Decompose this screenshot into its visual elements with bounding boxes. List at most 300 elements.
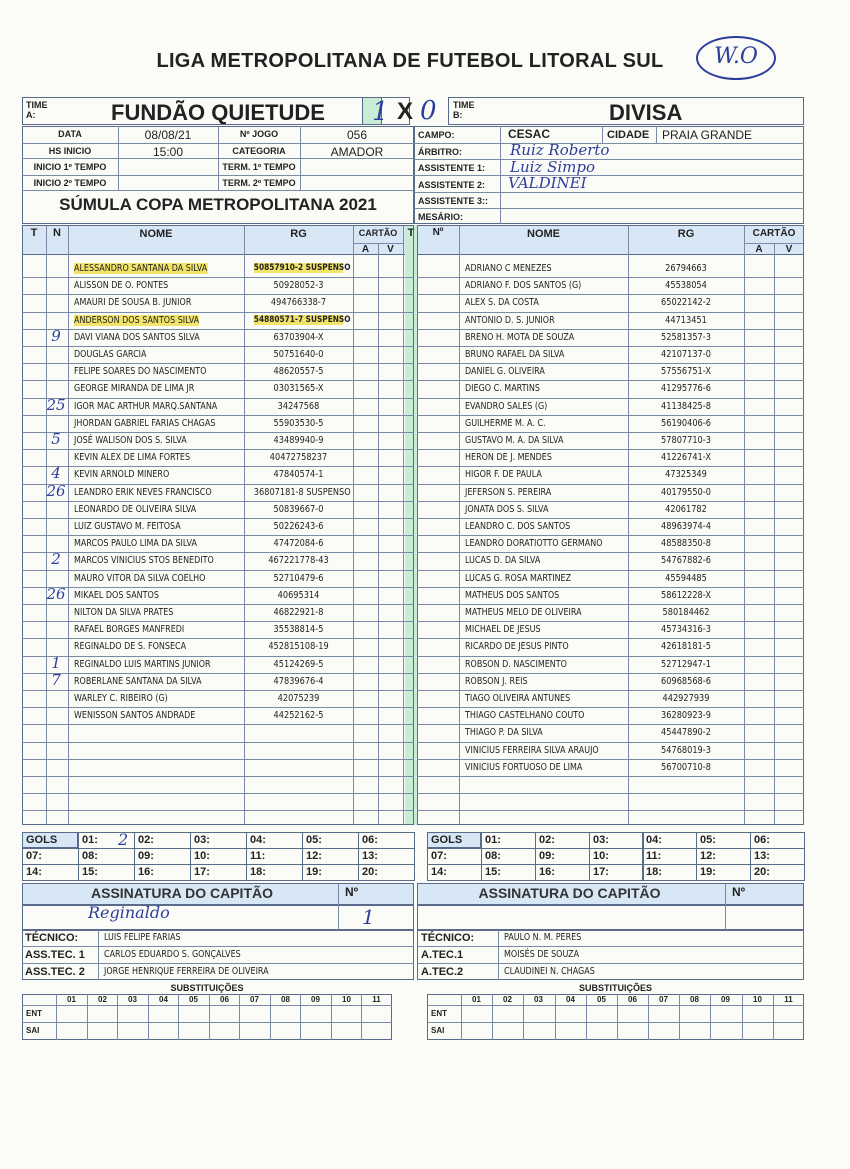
- player-name: ALEX S. DA COSTA: [465, 297, 539, 308]
- sub-number: 06: [628, 995, 637, 1004]
- row-line: [417, 810, 804, 811]
- ass1-b-label: A.TEC.1: [421, 949, 464, 961]
- table-row: [417, 553, 804, 570]
- table-row: [417, 691, 804, 708]
- sai-label: SAI: [431, 1026, 445, 1035]
- player-name: ROBSON J. REIS: [465, 676, 528, 687]
- goal-slot: 15:: [78, 864, 135, 881]
- player-rg: 45594485: [665, 573, 707, 584]
- goal-slot: 20:: [358, 864, 415, 881]
- goal-a-01-value: 2: [118, 830, 129, 849]
- player-rg: 63703904-X: [273, 332, 324, 343]
- sub-number: 05: [189, 995, 198, 1004]
- table-row: [417, 622, 804, 639]
- player-rg: 50839667-0: [273, 504, 324, 515]
- goal-slot: 06:: [750, 832, 805, 849]
- team-a-label: TIME A:: [26, 100, 48, 120]
- player-rg: 42107137-0: [661, 349, 711, 360]
- goal-slot: 05:: [302, 832, 359, 849]
- col-v-a: V: [387, 244, 394, 255]
- goal-slot: 12:: [696, 848, 751, 865]
- player-rg: 48620557-5: [273, 366, 324, 377]
- captain-a-n-label: Nº: [345, 885, 359, 899]
- campo-label: CAMPO:: [418, 130, 455, 140]
- player-rg: 45538054: [665, 280, 707, 291]
- table-row: [22, 482, 414, 502]
- subs-title: SUBSTITUIÇÕES: [578, 983, 652, 993]
- player-name: ROBSON D. NASCIMENTO: [465, 659, 567, 670]
- player-name: LEANDRO DORATIOTTO GERMANO: [465, 538, 603, 549]
- player-name: GEORGE MIRANDA DE LIMA JR: [74, 383, 195, 394]
- sub-number: 10: [753, 995, 762, 1004]
- goal-slot: 02:: [134, 832, 191, 849]
- player-name: TIAGO OLIVEIRA ANTUNES: [465, 693, 571, 704]
- player-rg: 57807710-3: [661, 435, 711, 446]
- player-name: DIEGO C. MARTINS: [465, 383, 540, 394]
- sub-col-line: [461, 994, 462, 1040]
- sub-row-line: [22, 1022, 392, 1023]
- goal-slot: 01:: [481, 832, 536, 849]
- table-row: [22, 295, 414, 312]
- col-cartao-b: CARTÃO: [752, 228, 796, 239]
- col-nome-b: NOME: [527, 228, 560, 240]
- sub-col-line: [209, 994, 210, 1040]
- table-row: [22, 347, 414, 364]
- player-number: 7: [51, 671, 61, 689]
- table-row: [22, 708, 414, 725]
- player-rg: 494766338-7: [270, 297, 327, 308]
- sub-col-line: [239, 994, 240, 1040]
- player-rg: 52712947-1: [661, 659, 711, 670]
- player-rg: 03031565-X: [273, 383, 324, 394]
- row-line: [22, 810, 414, 811]
- player-number: 25: [46, 396, 66, 414]
- sub-col-line: [361, 994, 362, 1040]
- player-number: 9: [51, 327, 61, 345]
- player-name: HIGOR F. DE PAULA: [465, 469, 542, 480]
- player-rg: 54880571-7 SUSPENSO: [253, 315, 351, 325]
- subs-title: SUBSTITUIÇÕES: [170, 983, 244, 993]
- player-rg: 56190406-6: [661, 418, 711, 429]
- player-name: RICARDO DE JESUS PINTO: [465, 641, 569, 652]
- assist1-label: ASSISTENTE 1:: [418, 163, 486, 173]
- player-rg: 41226741-X: [661, 452, 711, 463]
- goal-slot: 11:: [246, 848, 303, 865]
- player-rg: 50751640-0: [273, 349, 324, 360]
- ass1-a-label: ASS.TEC. 1: [25, 949, 85, 961]
- jogo-label: Nº JOGO: [239, 129, 279, 139]
- goal-slot: 02:: [535, 832, 590, 849]
- table-row: [22, 313, 414, 330]
- goal-slot: 13:: [358, 848, 415, 865]
- sub-col-line: [56, 994, 57, 1040]
- table-row: [417, 519, 804, 536]
- table-row: [22, 605, 414, 622]
- goal-slot: 04:: [246, 832, 303, 849]
- league-title: LIGA METROPOLITANA DE FUTEBOL LITORAL SUL: [156, 50, 664, 72]
- player-number: 1: [51, 654, 61, 672]
- player-name: JHORDAN GABRIEL FARIAS CHAGAS: [74, 418, 216, 429]
- goal-slot: 09:: [535, 848, 590, 865]
- player-rg: 42618181-5: [661, 641, 711, 652]
- sub-number: 02: [98, 995, 107, 1004]
- table-row: [417, 743, 804, 760]
- player-rg: 42061782: [665, 504, 707, 515]
- categoria-label: CATEGORIA: [232, 146, 286, 156]
- goal-slot: 08:: [481, 848, 536, 865]
- table-row: [417, 450, 804, 467]
- player-name: IGOR MAC ARTHUR MARQ.SANTANA: [74, 401, 218, 412]
- sub-number: 07: [250, 995, 259, 1004]
- table-row: [417, 433, 804, 450]
- table-row: [417, 571, 804, 588]
- player-name: DOUGLAS GARCIA: [74, 349, 147, 360]
- row-line: [22, 793, 414, 794]
- sub-col-line: [679, 994, 680, 1040]
- term2-label: TERM. 2º TEMPO: [222, 178, 296, 188]
- table-row: [22, 519, 414, 536]
- goal-slot: 17:: [190, 864, 247, 881]
- table-row: [22, 622, 414, 639]
- table-row: [417, 399, 804, 416]
- mesario-label: MESÁRIO:: [418, 212, 463, 222]
- player-rg: 452815108-19: [268, 641, 329, 652]
- goal-slot: 05:: [696, 832, 751, 849]
- table-row: [22, 536, 414, 553]
- goal-slot: 19:: [302, 864, 359, 881]
- inicio1-label: INICIO 1º TEMPO: [33, 162, 107, 172]
- tecnico-b-label: TÉCNICO:: [421, 932, 475, 944]
- player-name: LUCAS D. DA SILVA: [465, 555, 541, 566]
- sub-col-line: [178, 994, 179, 1040]
- table-row: [22, 396, 414, 416]
- table-row: [417, 295, 804, 312]
- table-row: [417, 313, 804, 330]
- player-rg: 60968568-6: [661, 676, 711, 687]
- player-rg: 65022142-2: [661, 297, 711, 308]
- goal-slot: 03:: [589, 832, 644, 849]
- player-rg: 42075239: [277, 693, 320, 704]
- table-row: [22, 381, 414, 398]
- row-line: [22, 759, 414, 760]
- campo-value: CESAC: [508, 127, 551, 141]
- col-a-b: A: [755, 244, 763, 255]
- sub-number: 02: [503, 995, 512, 1004]
- assist1-value: Luiz Simpo: [510, 158, 596, 176]
- gols-label: GOLS: [427, 832, 481, 848]
- goal-slot: 10:: [589, 848, 644, 865]
- player-name: LUIZ GUSTAVO M. FEITOSA: [74, 521, 181, 532]
- player-name: ADRIANO C MENEZES: [465, 263, 552, 274]
- table-row: [22, 671, 414, 691]
- player-name: WENISSON SANTOS ANDRADE: [74, 710, 196, 721]
- goal-slot: 03:: [190, 832, 247, 849]
- table-row: [417, 725, 804, 742]
- tecnico-b: PAULO N. M. PERES: [504, 932, 582, 943]
- player-name: KEVIN ALEX DE LIMA FORTES: [74, 452, 191, 463]
- sub-number: 03: [128, 995, 137, 1004]
- col-nb: Nº: [432, 227, 444, 238]
- player-name: RAFAEL BORGES MANFREDI: [74, 624, 185, 635]
- table-row: [417, 416, 804, 433]
- goal-slot: 08:: [78, 848, 135, 865]
- sub-row-line: [427, 1022, 804, 1023]
- player-rg: 46822921-8: [273, 607, 324, 618]
- col-t-b: T: [407, 227, 415, 239]
- team-b-name: DIVISA: [609, 100, 683, 125]
- goal-slot: 01:: [78, 832, 135, 849]
- player-name: THIAGO P. DA SILVA: [465, 727, 543, 738]
- table-row: [417, 502, 804, 519]
- ass1-b: MOISÉS DE SOUZA: [504, 949, 580, 960]
- sub-number: 11: [372, 995, 381, 1004]
- score-x: X: [397, 98, 414, 125]
- player-name: THIAGO CASTELHANO COUTO: [465, 710, 585, 721]
- table-row: [417, 381, 804, 398]
- player-rg: 442927939: [662, 693, 710, 704]
- player-name: ROBERLANE SANTANA DA SILVA: [74, 676, 202, 687]
- inicio2-label: INICIO 2º TEMPO: [33, 178, 107, 188]
- goal-slot: 18:: [642, 864, 697, 881]
- sub-col-line: [148, 994, 149, 1040]
- table-row: [22, 261, 414, 278]
- sub-col-line: [773, 994, 774, 1040]
- team-b-label: TIME B:: [453, 100, 475, 120]
- player-rg: 44713451: [665, 315, 707, 326]
- sub-number: 09: [721, 995, 730, 1004]
- sub-number: 04: [566, 995, 575, 1004]
- player-rg: 50226243-6: [273, 521, 324, 532]
- table-row: [22, 585, 414, 605]
- sub-number: 01: [67, 995, 76, 1004]
- table-row: [22, 550, 414, 570]
- sub-number: 05: [597, 995, 606, 1004]
- player-rg: 40179550-0: [661, 487, 711, 498]
- col-rg-b: RG: [677, 228, 695, 240]
- sub-col-line: [710, 994, 711, 1040]
- player-name: DAVI VIANA DOS SANTOS SILVA: [74, 332, 200, 343]
- sub-number: 08: [281, 995, 290, 1004]
- player-rg: 45447890-2: [661, 727, 711, 738]
- player-rg: 41138425-8: [661, 401, 711, 412]
- table-row: [22, 639, 414, 656]
- player-rg: 55903530-5: [273, 418, 324, 429]
- goal-slot: 14:: [22, 864, 79, 881]
- sub-col-line: [523, 994, 524, 1040]
- cidade-label: CIDADE: [607, 129, 650, 141]
- table-row: [417, 657, 804, 674]
- player-rg: 40695314: [277, 590, 320, 601]
- player-rg: 50928052-3: [273, 280, 324, 291]
- player-name: MAURO VITOR DA SILVA COELHO: [74, 573, 206, 584]
- captain-b-label: ASSINATURA DO CAPITÃO: [478, 885, 661, 901]
- team-a-box: [22, 97, 410, 125]
- table-row: [417, 330, 804, 347]
- goal-slot: 19:: [696, 864, 751, 881]
- sub-number: 07: [659, 995, 668, 1004]
- player-number: 2: [51, 550, 61, 568]
- player-name: WARLEY C. RIBEIRO (G): [74, 693, 168, 704]
- goal-slot: 14:: [427, 864, 482, 881]
- col-nome-a: NOME: [139, 228, 173, 240]
- table-row: [22, 571, 414, 588]
- table-row: [22, 654, 414, 674]
- player-name: MATHEUS DOS SANTOS: [465, 590, 560, 601]
- player-rg: 47325349: [665, 469, 707, 480]
- gols-label: GOLS: [22, 832, 78, 848]
- player-name: FELIPE SOARES DO NASCIMENTO: [74, 366, 207, 377]
- col-rg-a: RG: [290, 228, 307, 240]
- player-rg: 26794663: [665, 263, 707, 274]
- player-name: VINICIUS FORTUOSO DE LIMA: [465, 762, 583, 773]
- player-rg: 58612228-X: [661, 590, 711, 601]
- player-rg: 44252162-5: [273, 710, 324, 721]
- hs-label: HS INICIO: [48, 146, 92, 156]
- goal-slot: 07:: [427, 848, 482, 865]
- player-name: ALESSANDRO SANTANA DA SILVA: [74, 263, 208, 274]
- player-name: MICHAEL DE JESUS: [465, 624, 541, 635]
- goal-slot: 15:: [481, 864, 536, 881]
- ass1-a: CARLOS EDUARDO S. GONÇALVES: [104, 949, 241, 960]
- table-row: [22, 450, 414, 467]
- data-value: 08/08/21: [144, 128, 192, 142]
- arbitro-label: ÁRBITRO:: [418, 147, 462, 157]
- player-name: BRENO H. MOTA DE SOUZA: [465, 332, 575, 343]
- row-line: [22, 742, 414, 743]
- sub-row-line: [427, 1005, 804, 1006]
- player-rg: 36807181-8 SUSPENSO: [253, 487, 351, 498]
- player-name: DANIEL G. OLIVEIRA: [465, 366, 545, 377]
- table-row: [417, 639, 804, 656]
- player-rg: 50857910-2 SUSPENSO: [253, 263, 351, 273]
- player-rg: 48588350-8: [661, 538, 711, 549]
- player-rg: 48963974-4: [661, 521, 711, 532]
- data-label: DATA: [58, 129, 82, 139]
- player-name: MARCOS VINICIUS STOS BENEDITO: [74, 555, 214, 566]
- table-row: [22, 327, 414, 347]
- ass2-b-label: A.TEC.2: [421, 966, 464, 978]
- table-row: [417, 674, 804, 691]
- table-row: [417, 536, 804, 553]
- sub-col-line: [270, 994, 271, 1040]
- sub-number: 06: [220, 995, 229, 1004]
- player-name: HERON DE J. MENDES: [465, 452, 552, 463]
- goal-slot: 11:: [642, 848, 697, 865]
- tecnico-a: LUIS FELIPE FARIAS: [104, 932, 181, 943]
- sub-col-line: [492, 994, 493, 1040]
- table-row: [22, 464, 414, 484]
- goal-slot: 04:: [642, 832, 697, 849]
- player-rg: 45734316-3: [661, 624, 711, 635]
- player-name: LEONARDO DE OLIVEIRA SILVA: [74, 504, 197, 515]
- sub-col-line: [117, 994, 118, 1040]
- table-row: [417, 347, 804, 364]
- ass2-a-label: ASS.TEC. 2: [25, 966, 85, 978]
- sub-col-line: [555, 994, 556, 1040]
- player-name: EVANDRO SALES (G): [465, 401, 548, 412]
- sub-number: 08: [690, 995, 699, 1004]
- table-row: [22, 278, 414, 295]
- table-row: [417, 708, 804, 725]
- captain-a-signature: Reginaldo: [88, 903, 170, 922]
- player-name: ANDERSON DOS SANTOS SILVA: [74, 315, 200, 326]
- row-line: [22, 776, 414, 777]
- player-name: VINICIUS FERREIRA SILVA ARAUJO: [465, 745, 599, 756]
- sub-number: 10: [342, 995, 351, 1004]
- cidade-value: PRAIA GRANDE: [662, 128, 753, 142]
- player-name: REGINALDO LUIS MARTINS JUNIOR: [74, 659, 211, 670]
- table-row: [22, 416, 414, 433]
- player-rg: 45124269-5: [273, 659, 324, 670]
- player-name: MATHEUS MELO DE OLIVEIRA: [465, 607, 582, 618]
- sub-number: 04: [159, 995, 168, 1004]
- arbitro-value: Ruiz Roberto: [510, 141, 610, 159]
- table-row: [22, 430, 414, 450]
- player-rg: 36280923-9: [661, 710, 711, 721]
- ent-label: ENT: [26, 1009, 42, 1018]
- player-rg: 47472084-6: [273, 538, 324, 549]
- captain-b-sign-box: [417, 905, 804, 930]
- table-row: [417, 485, 804, 502]
- sub-number: 09: [311, 995, 320, 1004]
- score-b: 0: [420, 96, 437, 126]
- table-row: [417, 278, 804, 295]
- table-row: [417, 467, 804, 484]
- table-row: [22, 502, 414, 519]
- table-row: [22, 691, 414, 708]
- table-row: [417, 588, 804, 605]
- player-name: MARCOS PAULO LIMA DA SILVA: [74, 538, 197, 549]
- sai-label: SAI: [26, 1026, 40, 1035]
- sub-col-line: [331, 994, 332, 1040]
- col-v-b: V: [785, 244, 793, 255]
- player-rg: 54767882-6: [661, 555, 711, 566]
- player-number: 26: [46, 585, 66, 603]
- player-name: GUSTAVO M. A. DA SILVA: [465, 435, 564, 446]
- team-b-box: [448, 97, 804, 125]
- categoria-value: AMADOR: [330, 145, 384, 159]
- table-row: [22, 364, 414, 381]
- player-rg: 41295776-6: [661, 383, 711, 394]
- sub-col-line: [586, 994, 587, 1040]
- col-a-a: A: [361, 244, 370, 255]
- ass2-b: CLAUDINEI N. CHAGAS: [504, 966, 595, 977]
- row-line: [417, 793, 804, 794]
- player-name: JOSÉ WALISON DOS S. SILVA: [74, 435, 187, 446]
- player-name: MIKAEL DOS SANTOS: [74, 590, 159, 601]
- player-name: ANTONIO D. S. JUNIOR: [465, 315, 555, 326]
- player-rg: 580184462: [662, 607, 710, 618]
- player-name: REGINALDO DE S. FONSECA: [74, 641, 187, 652]
- term1-label: TERM. 1º TEMPO: [222, 162, 296, 172]
- score-a: 1: [372, 97, 389, 127]
- assist3-label: ASSISTENTE 3::: [418, 196, 489, 206]
- table-row: [417, 760, 804, 777]
- player-rg: 56700710-8: [661, 762, 711, 773]
- player-name: JONATA DOS S. SILVA: [465, 504, 549, 515]
- col-cartao-a: CARTÃO: [358, 228, 398, 238]
- jogo-value: 056: [346, 128, 368, 142]
- player-name: LEANDRO ERIK NEVES FRANCISCO: [74, 487, 212, 498]
- tecnico-a-label: TÉCNICO:: [25, 932, 79, 944]
- sumula-title: SÚMULA COPA METROPOLITANA 2021: [59, 195, 377, 214]
- sub-col-line: [87, 994, 88, 1040]
- staff-b-box: [417, 930, 804, 980]
- captain-a-sign-box: [22, 905, 414, 930]
- table-row: [417, 605, 804, 622]
- player-name: LUCAS G. ROSA MARTINEZ: [465, 573, 572, 584]
- assist2-value: VALDINEI: [508, 174, 587, 192]
